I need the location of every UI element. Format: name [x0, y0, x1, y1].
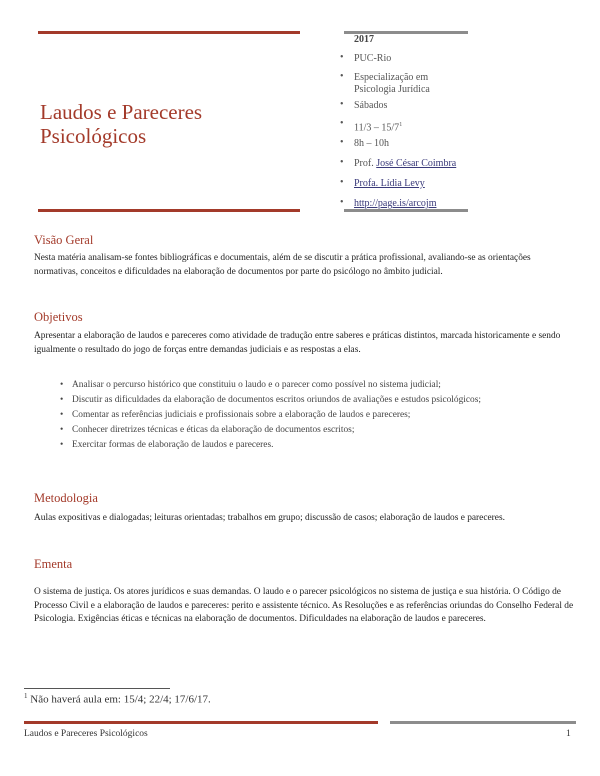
info-item-period [338, 119, 578, 134]
section-text-visao-geral: Nesta matéria analisam-se fontes bibliográficas e documentais, além de se discutir a prática profissional, avaliando-se as orientações normativas, conceitos e dificuldades na elaboração de documentos por parte do psicólogo no âmbito judicial. [34, 253, 531, 277]
document-title-line2: Psicológicos [40, 124, 147, 148]
info-item-institution: • PUC-Rio [340, 52, 392, 64]
bullet-icon: • [340, 197, 344, 208]
professor-prefix: Prof. [354, 158, 377, 169]
professor-link[interactable]: José César Coimbra [376, 158, 457, 169]
list-item: • Exercitar formas de elaboração de laudos e pareceres. [60, 440, 274, 450]
bullet-icon: • [340, 137, 344, 148]
footnote-ref[interactable]: 1 [399, 122, 403, 128]
info-item-day: • Sábados [340, 99, 388, 111]
section-heading-metodologia: Metodologia [34, 491, 98, 505]
bullet-icon: • [340, 71, 344, 82]
course-url-link[interactable]: http://page.is/arcojm [354, 198, 437, 209]
course-year: 2017 [354, 34, 374, 45]
objetivos-list [60, 379, 572, 454]
list-item: • Comentar as referências judiciais e profissionais sobre a elaboração de laudos e pareceres; [60, 410, 411, 420]
footnote-text: Não haverá aula em: 15/4; 22/4; 17/6/17. [27, 693, 211, 706]
info-item-time: • 8h – 10h [340, 137, 389, 149]
section-text-metodologia: Aulas expositivas e dialogadas; leituras orientadas; trabalhos em grupo; discussão de casos; elaboração de laudos e pareceres. [34, 513, 505, 523]
section-heading-visao-geral: Visão Geral [34, 233, 94, 247]
header-rule-bottom-gray [344, 209, 468, 212]
section-text-objetivos: Apresentar a elaboração de laudos e pareceres como atividade de tradução entre saberes e práticas distintos, marcada historicamente e sendo igualmente o resultado do jogo de forças entre demandas judiciais e as respostas a elas. [34, 331, 561, 355]
list-item: • Analisar o percurso histórico que constituiu o laudo e o parecer como possível no sistema judicial; [60, 380, 441, 390]
info-item-professor-2 [338, 178, 578, 190]
page-number: 1 [566, 729, 571, 739]
bullet-icon: • [60, 440, 64, 450]
bullet-icon: • [340, 99, 344, 110]
bullet-icon: • [340, 157, 344, 168]
footer-rule-gray [390, 721, 576, 724]
bullet-icon: • [60, 425, 64, 435]
header-rule-top-red [38, 31, 300, 34]
footnote-separator [24, 688, 170, 689]
bullet-icon: • [340, 177, 344, 188]
professor-2-link[interactable]: Profa. Lídia Levy [354, 178, 425, 189]
list-item: • Conhecer diretrizes técnicas e éticas da elaboração de documentos escritos; [60, 425, 355, 435]
info-item-program: • Especialização em Psicologia Jurídica [340, 71, 430, 95]
bullet-icon: • [60, 410, 64, 420]
bullet-icon: • [60, 395, 64, 405]
header-rule-bottom-red [38, 209, 300, 212]
footnote-mark: 1 [24, 692, 28, 700]
section-heading-ementa: Ementa [34, 557, 73, 571]
footer-rule-red [24, 721, 378, 724]
list-item: • Discutir as dificuldades da elaboração de documentos escritos oriundos de avaliações e estudos psicológicos; [60, 395, 481, 405]
document-title-line1: Laudos e Pareceres [40, 100, 203, 124]
period-text: 11/3 – 15/7 [354, 122, 400, 134]
bullet-icon: • [60, 380, 64, 390]
info-item-professor [338, 158, 578, 170]
bullet-icon: • [340, 52, 344, 63]
footnote [24, 692, 211, 706]
document-title [40, 100, 300, 148]
footer-title: Laudos e Pareceres Psicológicos [24, 729, 148, 739]
section-text-ementa: O sistema de justiça. Os atores jurídicos e suas demandas. O laudo e o parecer psicológicos no sistema de justiça e sua história. O Código de Processo Civil e a elaboração de laudos e pareceres: perito e assistente técnico. As Resoluções e as referências oriundas do Conselho Federal de Psicologia. Exigências éticas e técnicas na elaboração de documentos. Dificuldades na elaboração de laudos e pareceres. [34, 587, 574, 625]
section-heading-objetivos: Objetivos [34, 310, 83, 324]
bullet-icon: • [340, 118, 344, 129]
